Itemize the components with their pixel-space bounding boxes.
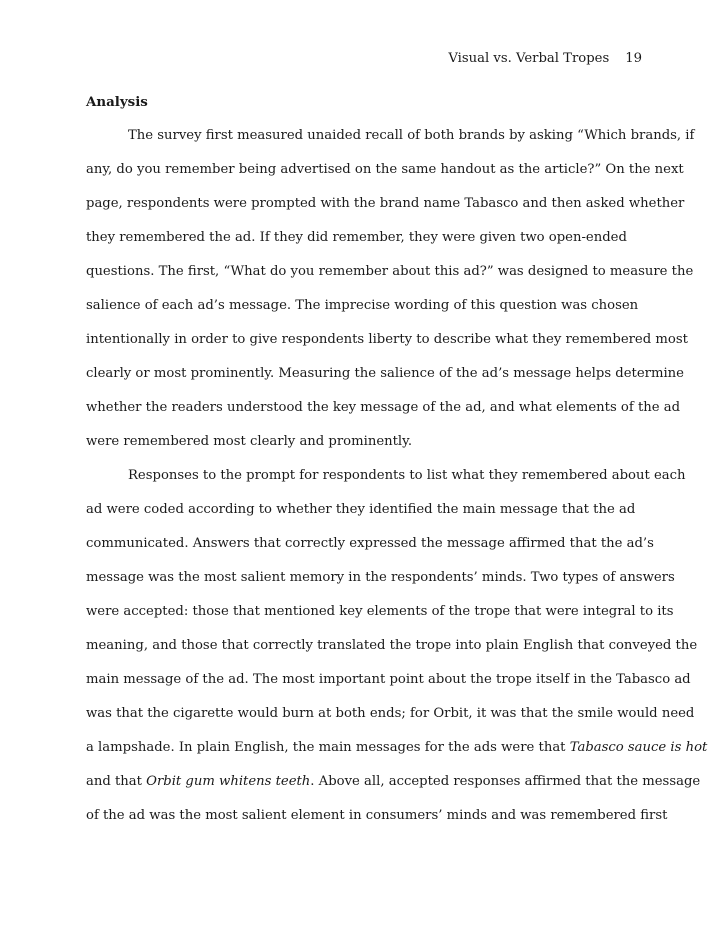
text-line: was that the cigarette would burn at both ends; for Orbit, it was that the smile would need: [86, 706, 695, 721]
running-head: [448, 51, 642, 66]
text-line: intentionally in order to give respondents liberty to describe what they remembered most: [86, 332, 688, 347]
text-segment: . Above all, accepted responses affirmed that the message: [310, 774, 701, 789]
text-line: The survey first measured unaided recall of both brands by asking “Which brands, if: [128, 128, 695, 143]
text-line: salience of each ad’s message. The imprecise wording of this question was chosen: [86, 298, 639, 313]
text-line: main message of the ad. The most important point about the trope itself in the Tabasco ad: [86, 672, 691, 687]
italic-phrase: Tabasco sauce is hot: [569, 740, 708, 755]
running-title: Visual vs. Verbal Tropes: [448, 51, 610, 66]
page-number: 19: [625, 51, 642, 66]
text-line: questions. The first, “What do you remember about this ad?” was designed to measure the: [86, 264, 694, 279]
text-line: [86, 731, 708, 765]
text-line: were remembered most clearly and prominently.: [86, 434, 413, 449]
text-line: meaning, and those that correctly translated the trope into plain English that conveyed the: [86, 638, 698, 653]
text-line: any, do you remember being advertised on the same handout as the article?” On the next: [86, 162, 684, 177]
text-line: message was the most salient memory in the respondents’ minds. Two types of answers: [86, 570, 675, 585]
text-line: clearly or most prominently. Measuring the salience of the ad’s message helps determine: [86, 366, 684, 381]
body-text: [86, 119, 708, 833]
text-line: of the ad was the most salient element in consumers’ minds and was remembered first: [86, 808, 668, 823]
text-line: Responses to the prompt for respondents to list what they remembered about each: [128, 468, 686, 483]
text-line: page, respondents were prompted with the brand name Tabasco and then asked whether: [86, 196, 685, 211]
text-line: were accepted: those that mentioned key elements of the trope that were integral to its: [86, 604, 674, 619]
italic-phrase: Orbit gum whitens teeth: [146, 774, 311, 789]
text-line: ad were coded according to whether they identified the main message that the ad: [86, 502, 636, 517]
text-segment: and that: [86, 774, 147, 789]
text-line: they remembered the ad. If they did remember, they were given two open-ended: [86, 230, 627, 245]
text-line: whether the readers understood the key message of the ad, and what elements of the ad: [86, 400, 681, 415]
text-line: [86, 765, 701, 799]
section-heading: Analysis: [86, 94, 148, 110]
text-segment: a lampshade. In plain English, the main messages for the ads were that: [86, 740, 570, 755]
text-line: communicated. Answers that correctly expressed the message affirmed that the ad’s: [86, 536, 654, 551]
